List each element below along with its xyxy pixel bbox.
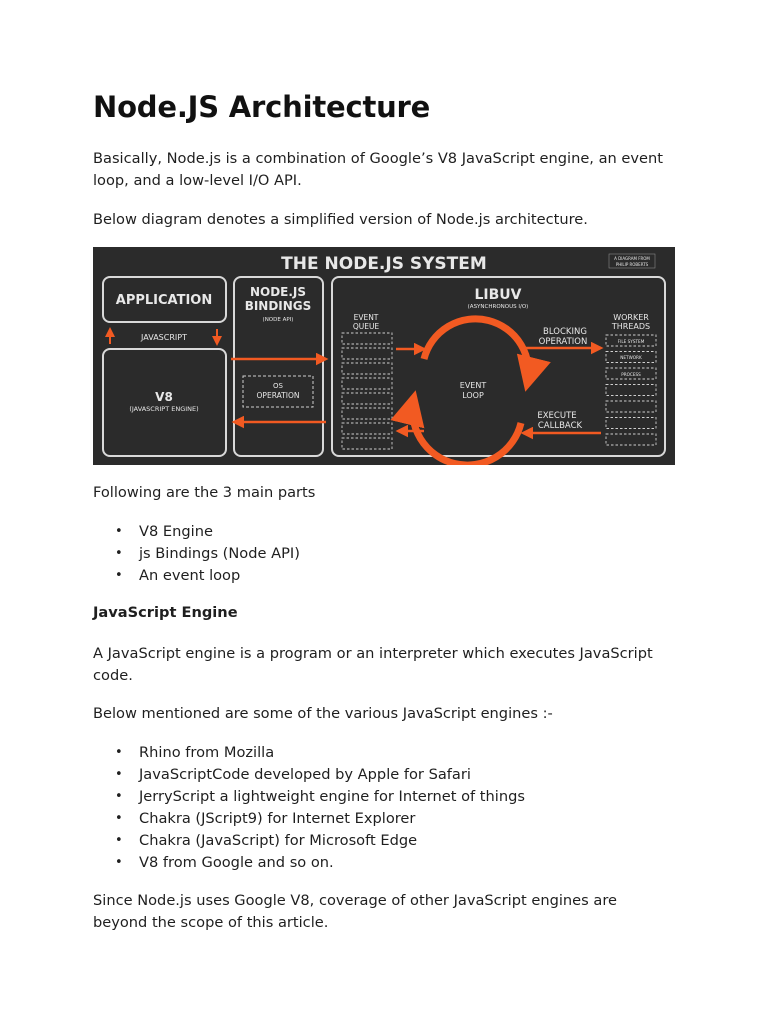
worker-label-1: WORKER [613,313,649,322]
worker-thread-slot [606,418,656,429]
worker-item-network: NETWORK [620,355,642,360]
worker-thread-slots [606,335,656,445]
list-item: • V8 from Google and so on. [93,852,525,874]
engines-intro: Below mentioned are some of the various JavaScript engines :- [93,705,553,722]
event-queue-slot [342,393,392,404]
execute-label-2: CALLBACK [537,421,583,431]
worker-item-process: PROCESS [621,372,641,377]
event-queue-slot [342,438,392,449]
event-loop-arc-bottom [412,397,521,465]
libuv-sublabel: (ASYNCHRONOUS I/O) [467,304,529,310]
list-item: • An event loop [93,565,300,587]
worker-label-2: THREADS [611,322,651,331]
event-queue-label-1: EVENT [353,313,379,322]
bindings-label-2: BINDINGS [244,299,312,313]
execute-label-1: EXECUTE [537,411,577,421]
worker-thread-slot [606,434,656,445]
diagram-svg [93,247,675,465]
page-title: Node.JS Architecture [93,90,431,124]
js-engine-heading: JavaScript Engine [93,604,238,621]
event-loop-arc-top [424,319,529,385]
worker-item-file-system: FILE SYSTEM [617,339,645,344]
v8-sublabel: (JAVASCRIPT ENGINE) [129,405,199,413]
event-queue-slot [342,348,392,359]
worker-thread-slot [606,385,656,396]
js-engine-description: A JavaScript engine is a program or an interpreter which executes JavaScript code. [93,645,653,684]
parts-intro: Following are the 3 main parts [93,484,316,501]
v8-label: V8 [155,390,173,404]
credit-line-1: A DIAGRAM FROM [614,256,650,261]
libuv-label: LIBUV [474,287,522,303]
conclusion-paragraph: Since Node.js uses Google V8, coverage of other JavaScript engines are beyond the scope of this article. [93,892,617,931]
list-item: • js Bindings (Node API) [93,543,300,565]
diagram-caption: Below diagram denotes a simplified version of Node.js architecture. [93,211,588,228]
blocking-label-1: BLOCKING [543,327,587,337]
application-label: APPLICATION [115,293,213,308]
event-queue-slot [342,378,392,389]
list-item: • JerryScript a lightweight engine for Internet of things [93,786,525,808]
list-item: • Chakra (JavaScript) for Microsoft Edge [93,830,525,852]
list-item: • JavaScriptCode developed by Apple for Safari [93,764,525,786]
event-queue-label-2: QUEUE [352,322,380,331]
intro-paragraph: Basically, Node.js is a combination of Google’s V8 JavaScript engine, an event loop, and a low-level I/O API. [93,150,663,189]
diagram-title: THE NODE.JS SYSTEM [281,254,487,274]
javascript-label: JAVASCRIPT [141,333,187,342]
bindings-label-1: NODE.JS [249,285,307,299]
event-queue-slot [342,408,392,419]
os-label-1: OS [273,382,283,390]
bindings-sublabel: (NODE API) [262,317,294,323]
credit-line-2: PHILIP ROBERTS [615,262,649,267]
os-label-2: OPERATION [256,391,300,400]
list-item: • Rhino from Mozilla [93,742,525,764]
engines-list [93,742,525,874]
list-item: • Chakra (JScript9) for Internet Explorer [93,808,525,830]
event-loop-label-1: EVENT [459,381,487,390]
event-queue-slots [342,333,392,449]
event-queue-slot [342,423,392,434]
blocking-label-2: OPERATION [538,337,588,347]
nodejs-system-diagram [93,247,675,465]
event-loop-label-2: LOOP [462,391,484,400]
event-queue-slot [342,363,392,374]
event-queue-slot [342,333,392,344]
worker-thread-slot [606,401,656,412]
list-item: • V8 Engine [93,521,300,543]
parts-list [93,521,300,587]
